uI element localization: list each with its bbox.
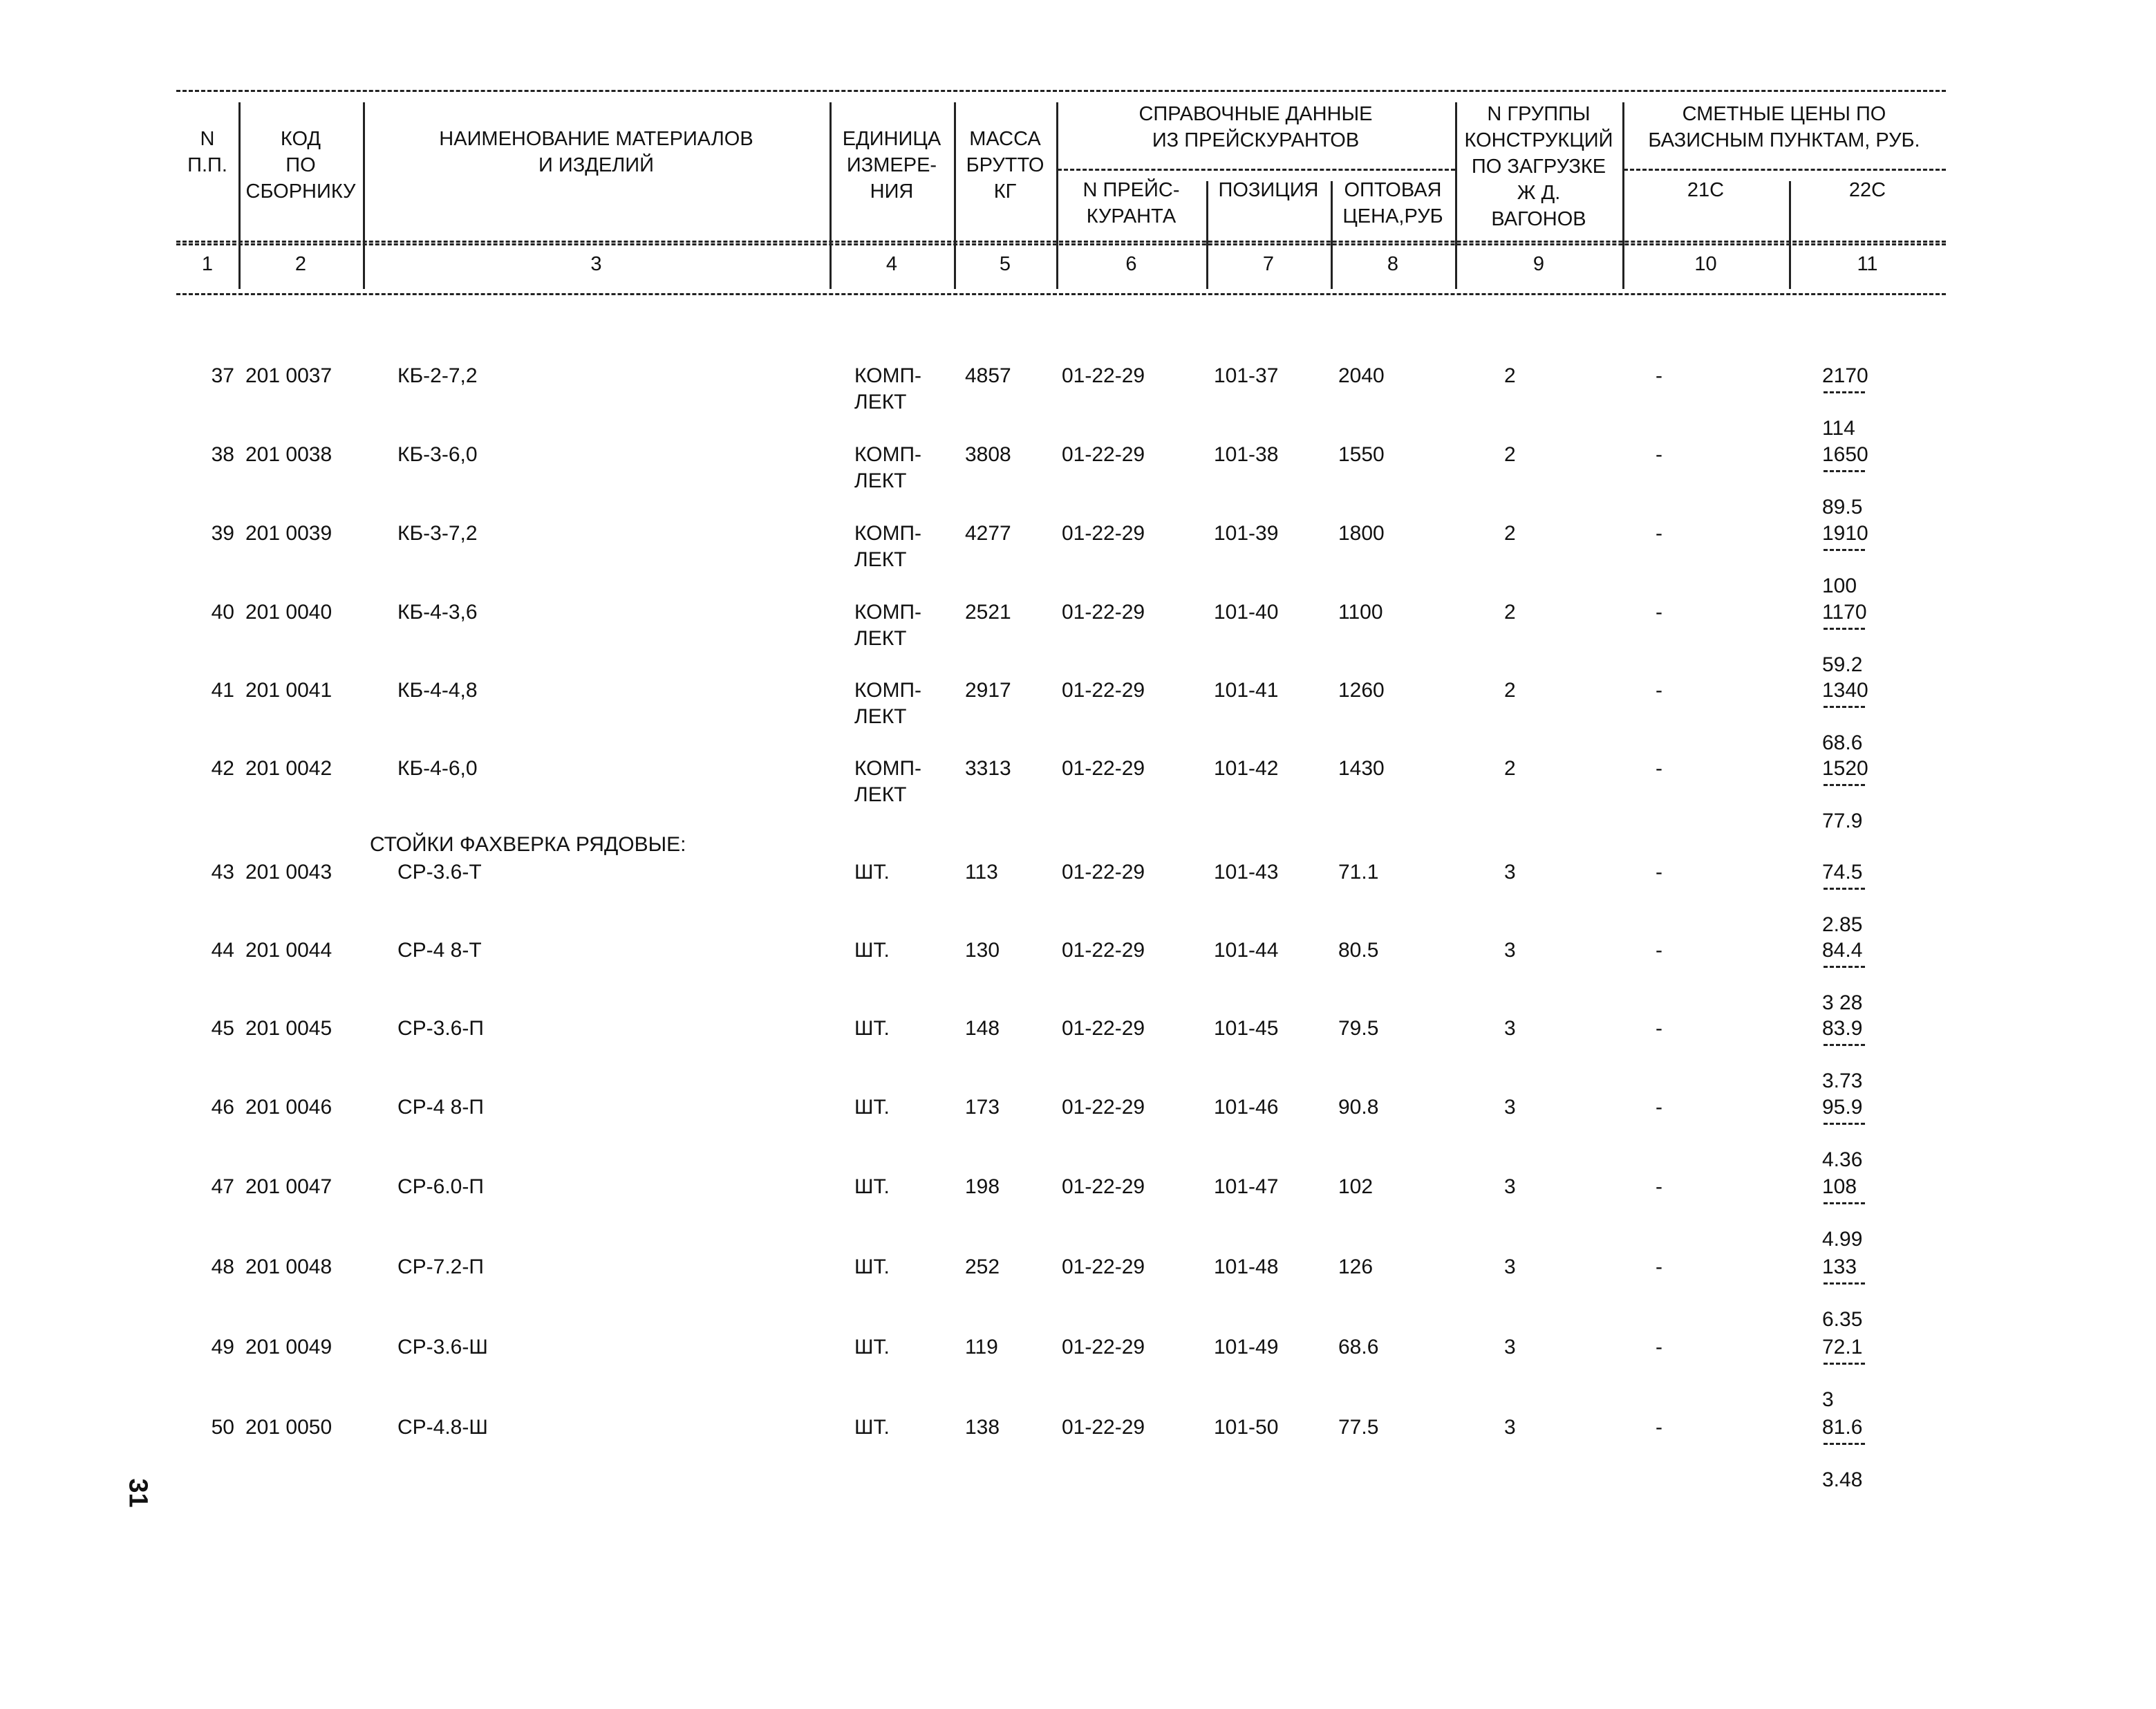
- cell-position: 101-43: [1214, 861, 1279, 884]
- cell-c11-lower: 3 28: [1822, 991, 1863, 1014]
- cell-c10: -: [1656, 364, 1662, 387]
- fraction-line: [1824, 549, 1865, 551]
- fraction-line: [1824, 784, 1865, 786]
- cell-position: 101-50: [1214, 1416, 1279, 1439]
- cell-mass: 119: [965, 1336, 998, 1358]
- cell-n: 44: [211, 939, 234, 962]
- column-number: 5: [999, 253, 1011, 275]
- cell-unit: ЛЕКТ: [854, 391, 907, 413]
- cell-unit: ЛЕКТ: [854, 627, 907, 650]
- cell-c10: -: [1656, 679, 1662, 702]
- cell-n: 37: [211, 364, 234, 387]
- fraction-line: [1824, 391, 1865, 393]
- cell-unit: ШТ.: [854, 1336, 890, 1358]
- cell-c11: 95.9: [1822, 1096, 1863, 1119]
- cell-price-list: 01-22-29: [1062, 601, 1145, 624]
- cell-price-list: 01-22-29: [1062, 861, 1145, 884]
- cell-group: 3: [1504, 1017, 1516, 1040]
- cell-wholesale: 79.5: [1338, 1017, 1379, 1040]
- cell-code: 201 0048: [245, 1255, 332, 1278]
- cell-group: 2: [1504, 364, 1516, 387]
- cell-n: 49: [211, 1336, 234, 1358]
- cell-c10: -: [1656, 1017, 1662, 1040]
- cell-price-list: 01-22-29: [1062, 1096, 1145, 1119]
- cell-n: 42: [211, 757, 234, 780]
- cell-c11: 1520: [1822, 757, 1868, 780]
- cell-code: 201 0042: [245, 757, 332, 780]
- cell-c11: 1170: [1822, 601, 1867, 624]
- header-col2: КОД ПО СБОРНИКУ: [245, 128, 356, 203]
- cell-group: 2: [1504, 443, 1516, 466]
- cell-unit: ШТ.: [854, 939, 890, 962]
- column-number: 4: [885, 253, 898, 275]
- cell-position: 101-38: [1214, 443, 1279, 466]
- cell-unit: КОМП-: [854, 757, 922, 780]
- cell-c10: -: [1656, 757, 1662, 780]
- cell-name: СР-4.8-Ш: [397, 1416, 488, 1439]
- cell-price-list: 01-22-29: [1062, 522, 1145, 545]
- column-number: 10: [1694, 253, 1717, 275]
- cell-name: КБ-4-3,6: [397, 601, 478, 624]
- cell-mass: 138: [965, 1416, 1000, 1439]
- cell-unit: КОМП-: [854, 679, 922, 702]
- cell-wholesale: 71.1: [1338, 861, 1379, 884]
- cell-price-list: 01-22-29: [1062, 1416, 1145, 1439]
- fraction-line: [1824, 966, 1865, 968]
- fraction-line: [1824, 1123, 1865, 1125]
- cell-n: 41: [211, 679, 234, 702]
- column-numbers-top-rule: [176, 243, 1946, 245]
- cell-mass: 4277: [965, 522, 1011, 545]
- cell-name: СР-3.6-П: [397, 1017, 484, 1040]
- cell-price-list: 01-22-29: [1062, 1175, 1145, 1198]
- fraction-line: [1824, 1363, 1865, 1365]
- cell-unit: ЛЕКТ: [854, 548, 907, 571]
- cell-wholesale: 126: [1338, 1255, 1374, 1278]
- cell-mass: 4857: [965, 364, 1011, 387]
- cell-wholesale: 2040: [1338, 364, 1385, 387]
- cell-code: 201 0050: [245, 1416, 332, 1439]
- cell-unit: ШТ.: [854, 1096, 890, 1119]
- cell-c10: -: [1656, 1336, 1662, 1358]
- cell-position: 101-42: [1214, 757, 1279, 780]
- cell-price-list: 01-22-29: [1062, 757, 1145, 780]
- cell-group: 3: [1504, 1096, 1516, 1119]
- cell-name: СР-6.0-П: [397, 1175, 484, 1198]
- cell-c11-lower: 4.99: [1822, 1228, 1863, 1251]
- cell-wholesale: 1550: [1338, 443, 1385, 466]
- cell-wholesale: 77.5: [1338, 1416, 1379, 1439]
- header-col4: ЕДИНИЦА ИЗМЕРЕ- НИЯ: [842, 128, 941, 203]
- cell-unit: ШТ.: [854, 1255, 890, 1278]
- cell-wholesale: 68.6: [1338, 1336, 1379, 1358]
- table-top-rule: [176, 90, 1946, 92]
- cell-name: КБ-3-7,2: [397, 522, 478, 545]
- cell-unit: ЛЕКТ: [854, 705, 907, 728]
- cell-c11: 133: [1822, 1255, 1857, 1278]
- fraction-line: [1824, 1443, 1865, 1445]
- cell-mass: 130: [965, 939, 1000, 962]
- cell-unit: КОМП-: [854, 522, 922, 545]
- cell-unit: КОМП-: [854, 364, 922, 387]
- cell-position: 101-46: [1214, 1096, 1279, 1119]
- header-col7: ПОЗИЦИЯ: [1218, 179, 1319, 201]
- cell-c11-lower: 89.5: [1822, 496, 1863, 519]
- cell-position: 101-39: [1214, 522, 1279, 545]
- column-number: 2: [294, 253, 307, 275]
- cell-c11: 83.9: [1822, 1017, 1863, 1040]
- cell-wholesale: 1100: [1338, 601, 1383, 624]
- cell-c11-lower: 59.2: [1822, 653, 1863, 676]
- cell-unit: КОМП-: [854, 601, 922, 624]
- cell-c10: -: [1656, 601, 1662, 624]
- cell-code: 201 0045: [245, 1017, 332, 1040]
- fraction-line: [1824, 1044, 1865, 1046]
- header-subrule: [1058, 169, 1455, 171]
- column-number: 11: [1857, 253, 1878, 275]
- cell-c11-lower: 6.35: [1822, 1308, 1863, 1331]
- cell-group: 2: [1504, 757, 1516, 780]
- column-number: 6: [1125, 253, 1137, 275]
- cell-name: СР-4 8-П: [397, 1096, 484, 1119]
- cell-wholesale: 102: [1338, 1175, 1374, 1198]
- cell-position: 101-40: [1214, 601, 1279, 624]
- cell-n: 43: [211, 861, 234, 884]
- cell-c11-lower: 3.48: [1822, 1468, 1863, 1491]
- cell-group: 2: [1504, 522, 1516, 545]
- header-bottom-rule: [176, 241, 1946, 243]
- fraction-line: [1824, 1202, 1865, 1204]
- cell-n: 50: [211, 1416, 234, 1439]
- header-col6: N ПРЕЙС- КУРАНТА: [1082, 179, 1180, 227]
- fraction-line: [1824, 888, 1865, 890]
- cell-group: 3: [1504, 1336, 1516, 1358]
- fraction-line: [1824, 470, 1865, 472]
- cell-c11: 108: [1822, 1175, 1857, 1198]
- cell-c11-lower: 114: [1822, 417, 1855, 440]
- cell-price-list: 01-22-29: [1062, 1255, 1145, 1278]
- header-col8: ОПТОВАЯ ЦЕНА,РУБ: [1342, 179, 1443, 227]
- cell-price-list: 01-22-29: [1062, 1336, 1145, 1358]
- cell-wholesale: 90.8: [1338, 1096, 1379, 1119]
- cell-n: 38: [211, 443, 234, 466]
- cell-wholesale: 1260: [1338, 679, 1385, 702]
- cell-c10: -: [1656, 1416, 1662, 1439]
- cell-name: СР-4 8-Т: [397, 939, 482, 962]
- column-number: 9: [1532, 253, 1545, 275]
- cell-code: 201 0037: [245, 364, 332, 387]
- cell-code: 201 0044: [245, 939, 332, 962]
- cell-c10: -: [1656, 1175, 1662, 1198]
- cell-mass: 198: [965, 1175, 1000, 1198]
- cell-name: СР-3.6-Ш: [397, 1336, 488, 1358]
- cell-c11: 74.5: [1822, 861, 1863, 884]
- cell-c11-lower: 68.6: [1822, 731, 1863, 754]
- cell-unit: ШТ.: [854, 1416, 890, 1439]
- cell-price-list: 01-22-29: [1062, 443, 1145, 466]
- header-group-estimate: СМЕТНЫЕ ЦЕНЫ ПО БАЗИСНЫМ ПУНКТАМ, РУБ.: [1648, 103, 1920, 151]
- cell-c10: -: [1656, 1096, 1662, 1119]
- cell-price-list: 01-22-29: [1062, 679, 1145, 702]
- cell-code: 201 0040: [245, 601, 332, 624]
- cell-mass: 252: [965, 1255, 1000, 1278]
- column-number: 8: [1387, 253, 1399, 275]
- cell-c11-lower: 2.85: [1822, 913, 1863, 936]
- cell-wholesale: 1800: [1338, 522, 1385, 545]
- cell-c11: 81.6: [1822, 1416, 1863, 1439]
- cell-c11-lower: 3.73: [1822, 1070, 1863, 1092]
- cell-n: 40: [211, 601, 234, 624]
- cell-mass: 113: [965, 861, 998, 884]
- cell-c11: 2170: [1822, 364, 1868, 387]
- page-number: 31: [123, 1478, 153, 1508]
- cell-code: 201 0049: [245, 1336, 332, 1358]
- cell-position: 101-49: [1214, 1336, 1279, 1358]
- cell-unit: ШТ.: [854, 861, 890, 884]
- cell-group: 3: [1504, 1416, 1516, 1439]
- cell-c11: 1650: [1822, 443, 1868, 466]
- header-col11: 22С: [1848, 179, 1886, 201]
- header-col1: N П.П.: [187, 128, 227, 176]
- cell-c11: 1910: [1822, 522, 1868, 545]
- cell-n: 48: [211, 1255, 234, 1278]
- cell-wholesale: 1430: [1338, 757, 1385, 780]
- cell-c10: -: [1656, 443, 1662, 466]
- cell-group: 2: [1504, 601, 1516, 624]
- cell-wholesale: 80.5: [1338, 939, 1379, 962]
- cell-mass: 3313: [965, 757, 1011, 780]
- cell-c10: -: [1656, 939, 1662, 962]
- cell-c10: -: [1656, 1255, 1662, 1278]
- cell-code: 201 0047: [245, 1175, 332, 1198]
- cell-name: СР-7.2-П: [397, 1255, 484, 1278]
- cell-c11: 84.4: [1822, 939, 1863, 962]
- cell-code: 201 0041: [245, 679, 332, 702]
- cell-position: 101-41: [1214, 679, 1279, 702]
- cell-code: 201 0043: [245, 861, 332, 884]
- cell-c10: -: [1656, 861, 1662, 884]
- header-group-reference: СПРАВОЧНЫЕ ДАННЫЕ ИЗ ПРЕЙСКУРАНТОВ: [1138, 103, 1373, 151]
- cell-mass: 2917: [965, 679, 1011, 702]
- cell-position: 101-47: [1214, 1175, 1279, 1198]
- cell-c11-lower: 4.36: [1822, 1148, 1863, 1171]
- cell-mass: 3808: [965, 443, 1011, 466]
- header-col5: МАССА БРУТТО КГ: [966, 128, 1044, 203]
- cell-unit: КОМП-: [854, 443, 922, 466]
- cell-code: 201 0039: [245, 522, 332, 545]
- cell-c11: 1340: [1822, 679, 1868, 702]
- cell-group: 3: [1504, 1175, 1516, 1198]
- cell-code: 201 0038: [245, 443, 332, 466]
- cell-c11: 72.1: [1822, 1336, 1863, 1358]
- cell-position: 101-44: [1214, 939, 1279, 962]
- cell-unit: ШТ.: [854, 1017, 890, 1040]
- cell-n: 45: [211, 1017, 234, 1040]
- cell-n: 46: [211, 1096, 234, 1119]
- column-number: 7: [1262, 253, 1275, 275]
- cell-position: 101-45: [1214, 1017, 1279, 1040]
- cell-c10: -: [1656, 522, 1662, 545]
- cell-unit: ЛЕКТ: [854, 783, 907, 806]
- cell-price-list: 01-22-29: [1062, 364, 1145, 387]
- header-col3: НАИМЕНОВАНИЕ МАТЕРИАЛОВ И ИЗДЕЛИЙ: [439, 128, 753, 176]
- fraction-line: [1824, 628, 1865, 630]
- header-col10: 21С: [1687, 179, 1725, 201]
- cell-mass: 173: [965, 1096, 1000, 1119]
- cell-price-list: 01-22-29: [1062, 939, 1145, 962]
- cell-n: 47: [211, 1175, 234, 1198]
- column-numbers-bottom-rule: [176, 293, 1946, 295]
- cell-name: КБ-3-6,0: [397, 443, 478, 466]
- cell-unit: ЛЕКТ: [854, 469, 907, 492]
- cell-position: 101-48: [1214, 1255, 1279, 1278]
- cell-group: 3: [1504, 861, 1516, 884]
- cell-group: 2: [1504, 679, 1516, 702]
- header-col9: N ГРУППЫ КОНСТРУКЦИЙ ПО ЗАГРУЗКЕ Ж Д. ВАГОНОВ: [1464, 103, 1613, 230]
- cell-unit: ШТ.: [854, 1175, 890, 1198]
- cell-c11-lower: 3: [1822, 1388, 1834, 1411]
- cell-name: КБ-4-6,0: [397, 757, 478, 780]
- cell-c11-lower: 100: [1822, 575, 1857, 597]
- cell-mass: 148: [965, 1017, 1000, 1040]
- cell-position: 101-37: [1214, 364, 1279, 387]
- cell-name: КБ-2-7,2: [397, 364, 478, 387]
- cell-price-list: 01-22-29: [1062, 1017, 1145, 1040]
- column-number: 3: [590, 253, 602, 275]
- cell-name: СР-3.6-Т: [397, 861, 482, 884]
- column-number: 1: [201, 253, 214, 275]
- fraction-line: [1824, 706, 1865, 708]
- cell-n: 39: [211, 522, 234, 545]
- cell-group: 3: [1504, 939, 1516, 962]
- cell-name: КБ-4-4,8: [397, 679, 478, 702]
- cell-mass: 2521: [965, 601, 1011, 624]
- cell-c11-lower: 77.9: [1822, 810, 1863, 832]
- cell-code: 201 0046: [245, 1096, 332, 1119]
- header-subrule: [1624, 169, 1946, 171]
- section-heading: СТОЙКИ ФАХВЕРКА РЯДОВЫЕ:: [370, 833, 686, 856]
- fraction-line: [1824, 1282, 1865, 1285]
- cell-group: 3: [1504, 1255, 1516, 1278]
